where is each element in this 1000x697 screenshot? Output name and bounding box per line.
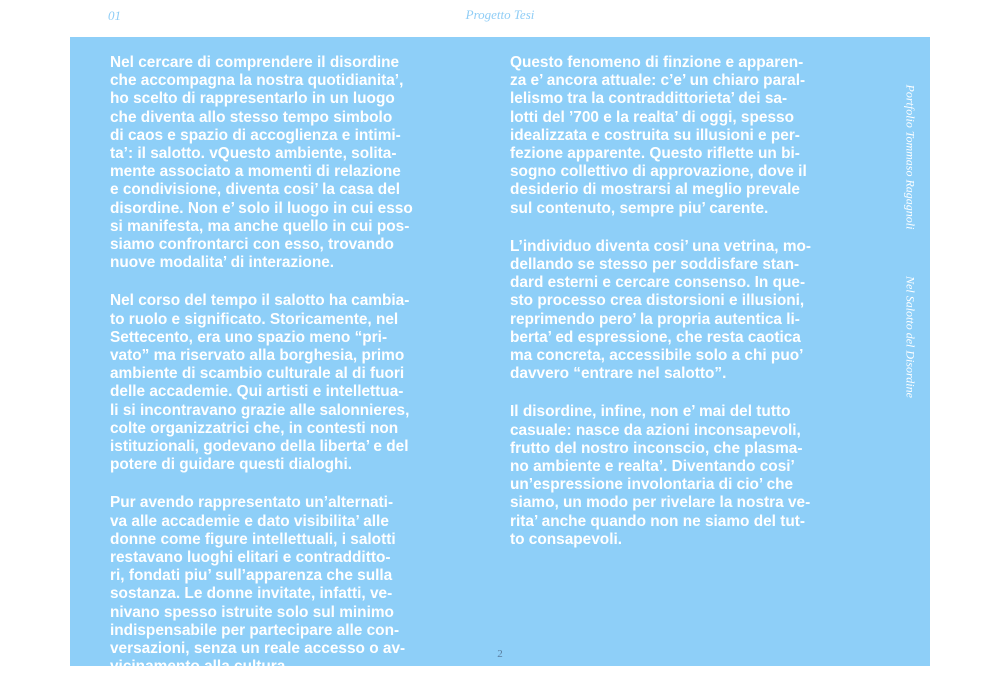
chapter-title: Nel Salotto del Disordine	[903, 276, 918, 398]
paragraph: Nel corso del tempo il salotto ha cambia- to ruolo e significato. Storicamente, nel Settecento, era uno spazio meno “pri- vato” ma riservato alla borghesia, primo ambiente di scambio culturale al di fuori delle accademie. Qui artisti e intellettua- li si incontravano grazie alle salonnieres, colte organizzatrici che, in contesti non istituzionali, godevano della liberta’ e del potere di guidare questi dialoghi.	[110, 292, 410, 474]
paragraph: L’individuo diventa cosi’ una vetrina, mo- dellando se stesso per soddisfare stan- dard esterni e cercare consenso. In que- sto processo crea distorsioni e illusioni, reprimendo pero’ la propria autentica li- berta’ ed espressione, che resta caotica ma concreta, accessibile solo a chi puo’ davvero “entrare nel salotto”.	[510, 237, 812, 383]
paragraph: Questo fenomeno di finzione e apparen- za e’ ancora attuale: c’e’ un chiaro paral- lelismo tra la contraddittorieta’ dei sa- lotti del ’700 e la realta’ di oggi, spesso idealizzata e costruita su illusioni e per- fezione apparente. Questo riflette un bi- sogno collettivo di approvazione, dove il desiderio di mostrarsi al meglio prevale sul contenuto, sempre piu’ carente.	[510, 54, 807, 217]
footer-page-number: 2	[497, 648, 503, 660]
right-column	[510, 54, 882, 569]
header-page-number: 01	[108, 8, 121, 23]
header-title: Progetto Tesi	[465, 7, 535, 22]
paragraph: Pur avendo rappresentato un’alternati- va alle accademie e dato visibilita’ alle donne come figure intellettuali, i salotti restavano luoghi elitari e contradditto- ri, fondati piu’ sull’apparenza che sulla sostanza. Le donne invitate, infatti, ve- nivano spesso istruite solo sul minimo indispensabile per partecipare alle con- versazioni, senza un reale accesso o av- vicinamento alla cultura.	[110, 494, 406, 676]
content-panel	[70, 37, 930, 676]
paragraph: Nel cercare di comprendere il disordine che accompagna la nostra quotidianita’, ho scelto di rappresentarlo in un luogo che diventa allo stesso tempo simbolo di caos e spazio di accoglienza e intimi- ta’: il salotto. vQuesto ambiente, solita- mente associato a momenti di relazione e condivisione, diventa cosi’ la casa del disordine. Non e’ solo il luogo in cui esso si manifesta, ma anche quello in cui pos- siamo confrontarci con esso, trovando nuove modalita’ di interazione.	[110, 54, 413, 272]
side-text	[890, 37, 930, 666]
paragraph: Il disordine, infine, non e’ mai del tutto casuale: nasce da azioni inconsapevoli, frutto del nostro inconscio, che plasma- no ambiente e realta’. Diventando cosi’ un’espressione involontaria di cio’ che siamo, un modo per rivelare la nostra ve- rita’ anche quando non ne siamo del tut- to consapevoli.	[510, 403, 811, 548]
side-margin	[890, 37, 930, 666]
left-column	[110, 54, 482, 697]
portfolio-label: Portfolio Tommaso Ragagnoli	[903, 84, 918, 230]
